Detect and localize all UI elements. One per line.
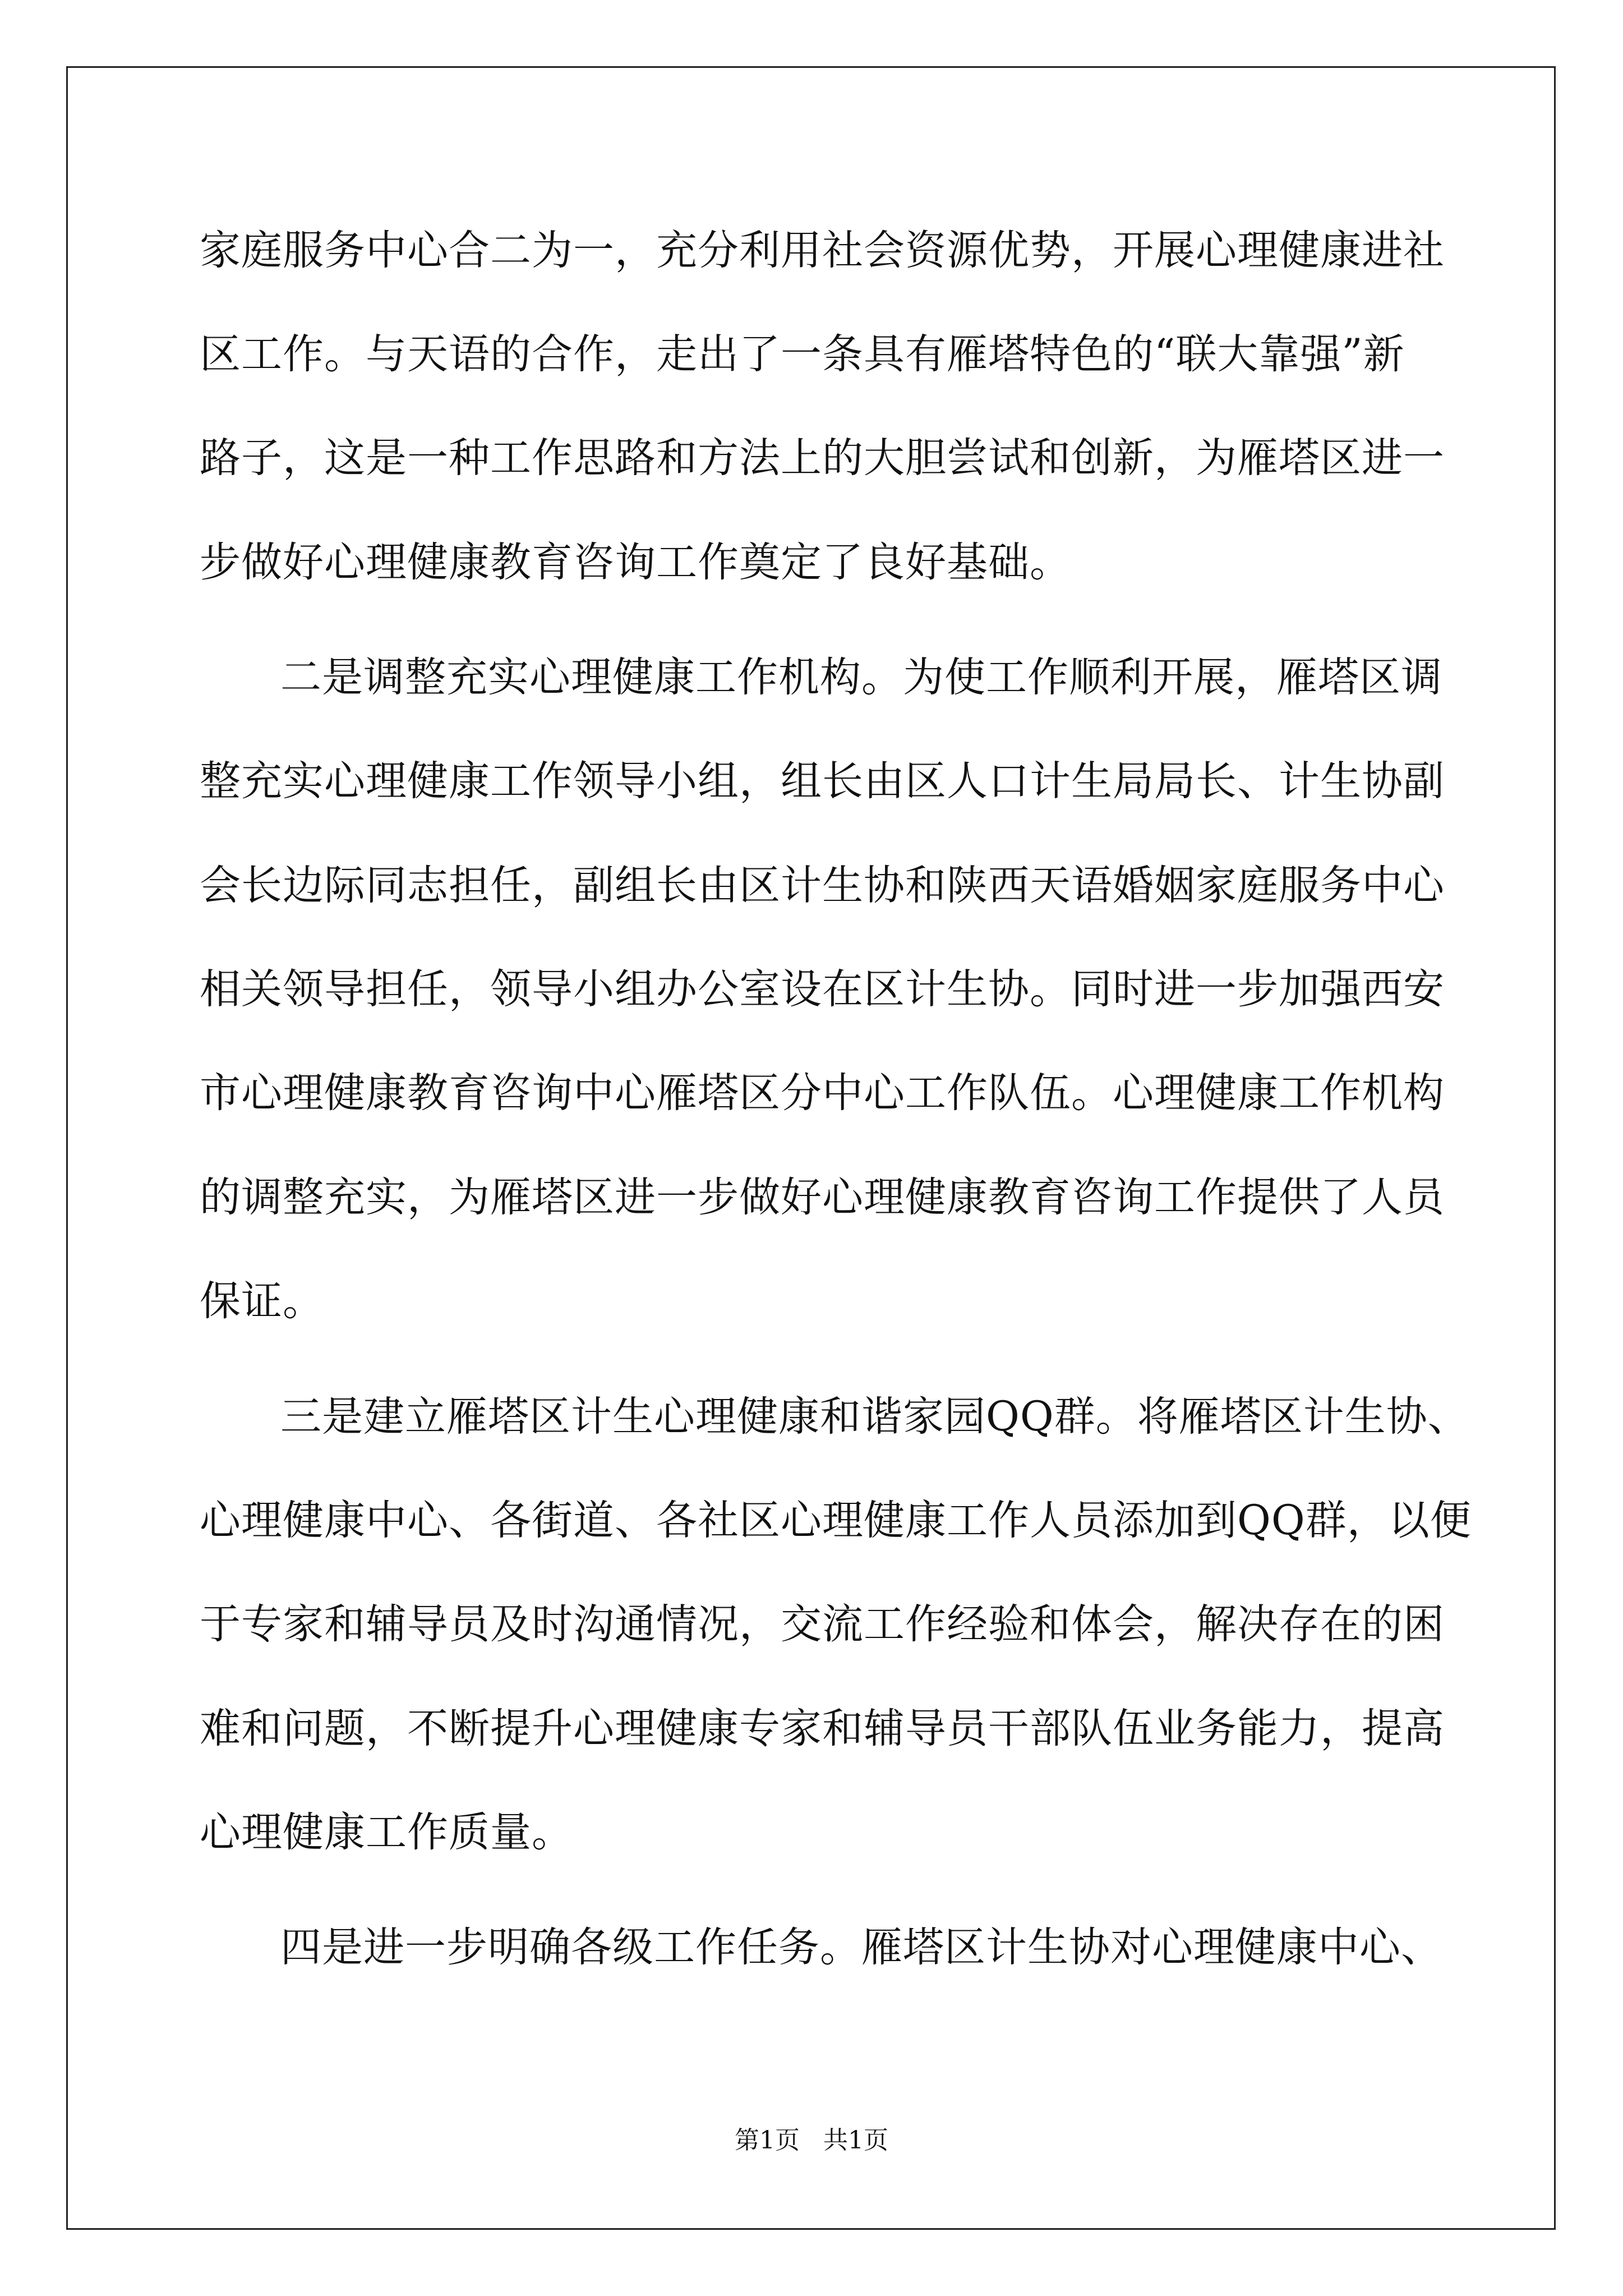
text-line: 家庭服务中心合二为一，充分利用社会资源优势，开展心理健康进社 bbox=[200, 227, 1445, 274]
text-line: 三是建立雁塔区计生心理健康和谐家园QQ群。将雁塔区计生协、 bbox=[280, 1393, 1469, 1441]
text-line: 心理健康工作质量。 bbox=[200, 1809, 573, 1856]
text-line: 市心理健康教育咨询中心雁塔区分中心工作队伍。心理健康工作机构 bbox=[200, 1069, 1445, 1117]
page-border bbox=[66, 66, 1556, 2230]
text-line: 于专家和辅导员及时沟通情况，交流工作经验和体会，解决存在的困 bbox=[200, 1600, 1445, 1648]
text-line: 难和问题，不断提升心理健康专家和辅导员干部队伍业务能力，提高 bbox=[200, 1705, 1445, 1752]
text-line: 四是进一步明确各级工作任务。雁塔区计生协对心理健康中心、 bbox=[280, 1924, 1442, 1971]
text-line: 的调整充实，为雁塔区进一步做好心理健康教育咨询工作提供了人员 bbox=[200, 1174, 1445, 1221]
text-line: 区工作。与天语的合作，走出了一条具有雁塔特色的“联大靠强”新 bbox=[200, 330, 1405, 378]
text-line: 心理健康中心、各街道、各社区心理健康工作人员添加到QQ群，以便 bbox=[200, 1497, 1472, 1544]
text-line: 相关领导担任，领导小组办公室设在区计生协。同时进一步加强西安 bbox=[200, 965, 1445, 1013]
text-line: 整充实心理健康工作领导小组，组长由区人口计生局局长、计生协副 bbox=[200, 757, 1445, 805]
text-line: 会长边际同志担任，副组长由区计生协和陕西天语婚姻家庭服务中心 bbox=[200, 862, 1445, 909]
text-line: 二是调整充实心理健康工作机构。为使工作顺利开展，雁塔区调 bbox=[280, 654, 1442, 701]
text-line: 保证。 bbox=[200, 1277, 324, 1325]
page-footer: 第1页 共1页 bbox=[735, 2126, 888, 2155]
text-line: 路子，这是一种工作思路和方法上的大胆尝试和创新，为雁塔区进一 bbox=[200, 434, 1445, 482]
text-line: 步做好心理健康教育咨询工作奠定了良好基础。 bbox=[200, 539, 1071, 586]
